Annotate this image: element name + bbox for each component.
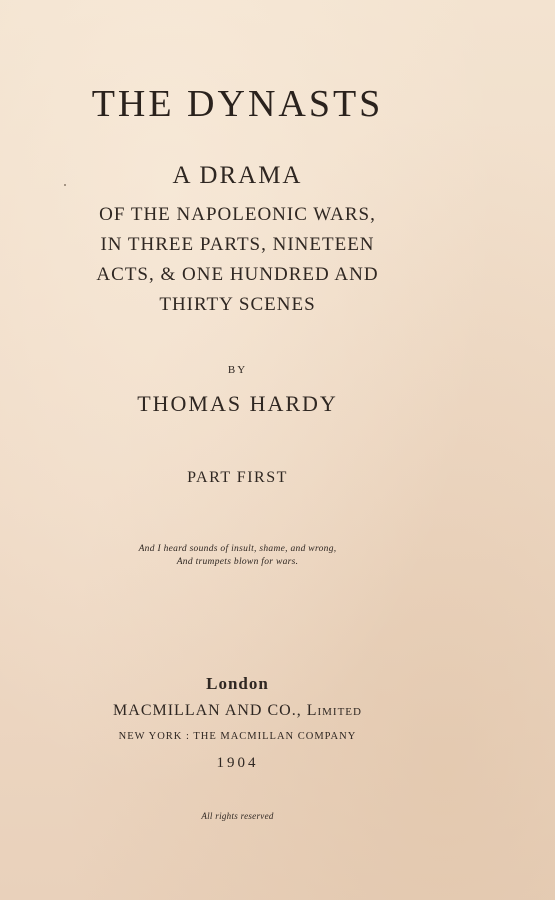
publication-place: London bbox=[206, 674, 269, 693]
epigraph-line: And trumpets blown for wars. bbox=[176, 557, 299, 567]
description-line: OF THE NAPOLEONIC WARS, bbox=[99, 204, 376, 225]
by-label: BY bbox=[227, 364, 248, 376]
epigraph-line: And I heard sounds of insult, shame, and wrong, bbox=[138, 544, 337, 554]
publisher-branch: NEW YORK : THE MACMILLAN COMPANY bbox=[118, 731, 357, 742]
book-subtitle: A DRAMA bbox=[172, 162, 303, 189]
description-line: IN THREE PARTS, NINETEEN bbox=[100, 234, 375, 255]
description-line: ACTS, & ONE HUNDRED AND bbox=[96, 264, 379, 285]
publisher bbox=[0, 702, 475, 720]
book-title: THE DYNASTS bbox=[91, 83, 384, 125]
description-line: THIRTY SCENES bbox=[159, 294, 316, 315]
author-name: THOMAS HARDY bbox=[137, 391, 338, 416]
publisher-name: MACMILLAN AND CO., bbox=[113, 702, 302, 719]
rights-notice: All rights reserved bbox=[201, 811, 274, 821]
publication-year: 1904 bbox=[216, 755, 259, 771]
part-label: PART FIRST bbox=[187, 469, 288, 486]
publisher-suffix: Limited bbox=[306, 702, 362, 719]
